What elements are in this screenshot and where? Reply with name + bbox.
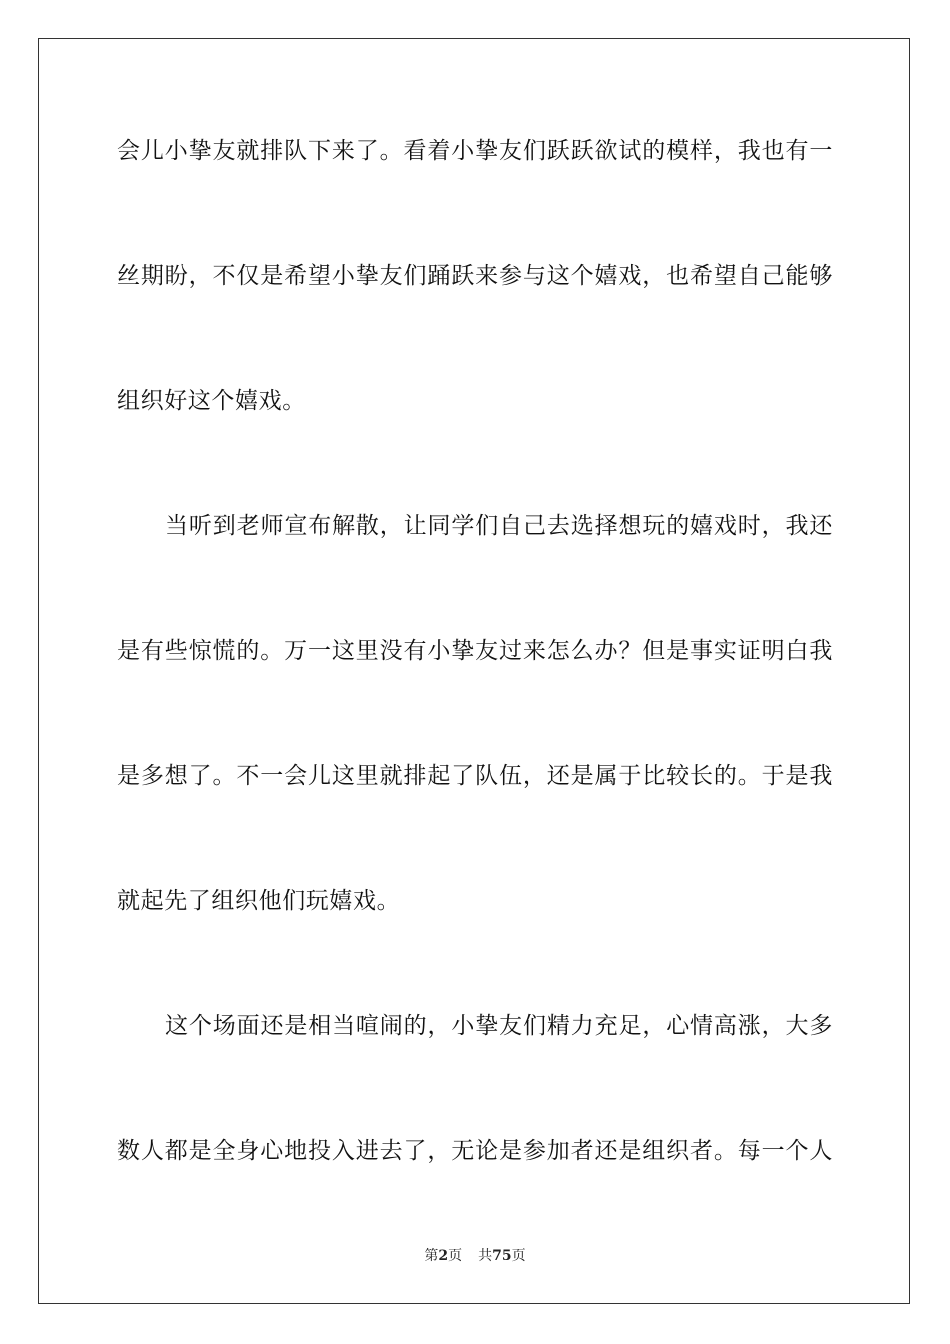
total-prefix: 共 (478, 1248, 493, 1264)
page-suffix: 页 (448, 1248, 463, 1264)
text-line-2: 丝期盼，不仅是希望小挚友们踊跃来参与这个嬉戏，也希望自己能够 (117, 263, 833, 289)
text-line-6: 是多想了。不一会儿这里就排起了队伍，还是属于比较长的。于是我 (117, 763, 833, 789)
text-line-9: 数人都是全身心地投入进去了，无论是参加者还是组织者。每一个人 (117, 1138, 833, 1164)
page-number: 2 (438, 1248, 449, 1264)
page-footer (0, 1247, 950, 1265)
text-line-5: 是有些惊慌的。万一这里没有小挚友过来怎么办？但是事实证明白我 (117, 638, 833, 664)
text-line-1: 会儿小挚友就排队下来了。看着小挚友们跃跃欲试的模样，我也有一 (117, 138, 833, 164)
text-line-3: 组织好这个嬉戏。 (117, 388, 306, 414)
total-suffix: 页 (511, 1248, 526, 1264)
page-border (38, 38, 910, 1304)
text-line-7: 就起先了组织他们玩嬉戏。 (117, 888, 401, 914)
text-line-4: 当听到老师宣布解散，让同学们自己去选择想玩的嬉戏时，我还 (165, 513, 833, 539)
page-prefix: 第 (424, 1248, 439, 1264)
text-line-8: 这个场面还是相当喧闹的，小挚友们精力充足，心情高涨，大多 (165, 1013, 833, 1039)
total-pages: 75 (492, 1248, 512, 1264)
